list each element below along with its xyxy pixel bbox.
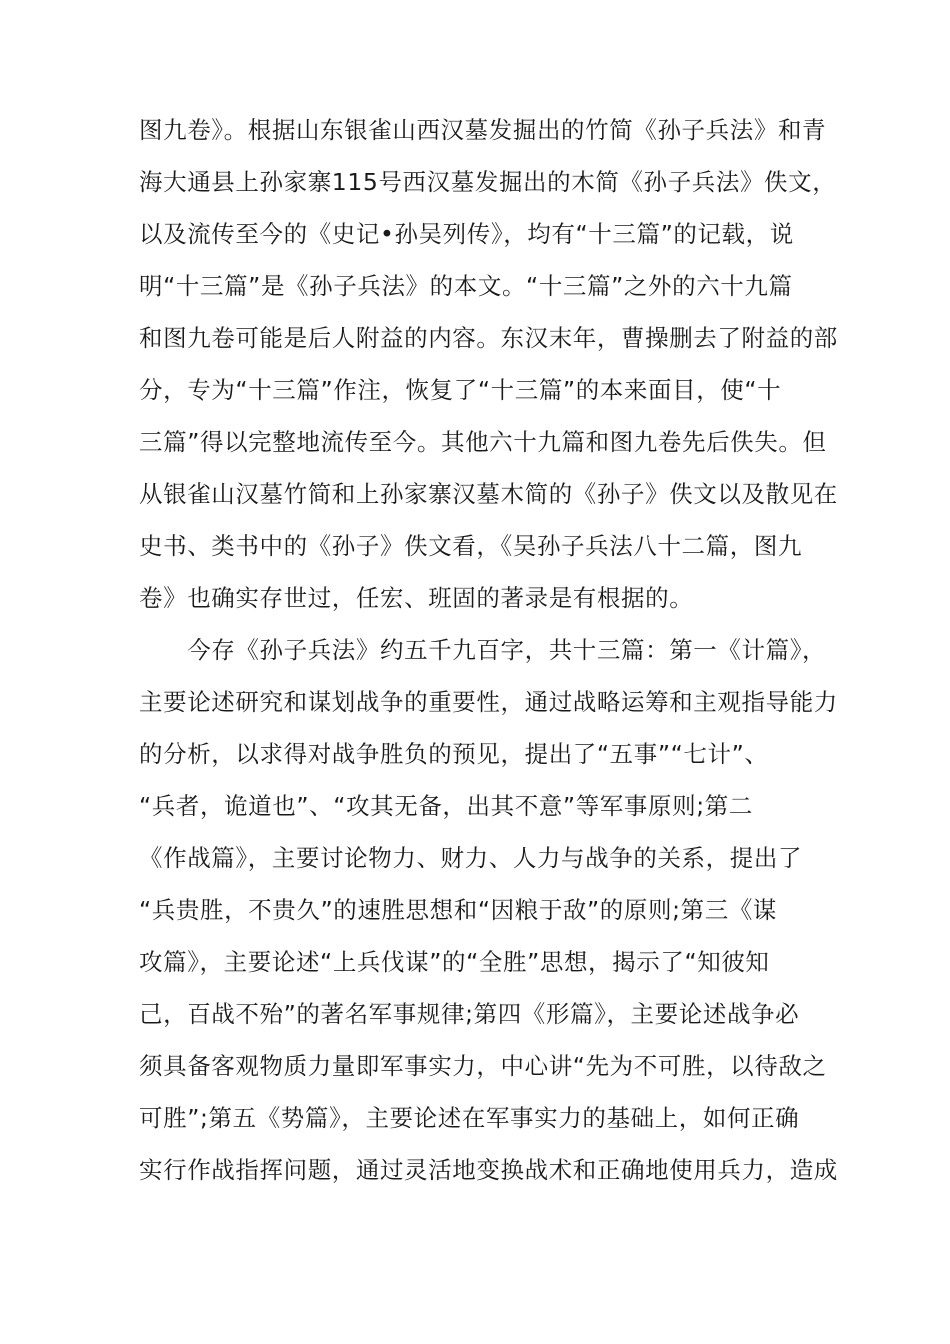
text-line: 明“十三篇”是《孙子兵法》的本文。“十三篇”之外的六十九篇: [139, 272, 793, 300]
text-line: 和图九卷可能是后人附益的内容。东汉末年，曹操删去了附益的部: [139, 324, 838, 352]
text-line: 史书、类书中的《孙子》佚文看，《吴孙子兵法八十二篇，图九: [139, 532, 803, 560]
text-line: 的分析，以求得对战争胜负的预见，提出了“五事”“七计”、: [139, 740, 769, 768]
text-line: 图九卷》。根据山东银雀山西汉墓发掘出的竹简《孙子兵法》和青: [139, 116, 827, 144]
text-line: 从银雀山汉墓竹简和上孙家寨汉墓木简的《孙子》佚文以及散见在: [139, 480, 838, 508]
text-line: 海大通县上孙家寨115号西汉墓发掘出的木简《孙子兵法》佚文，: [139, 168, 837, 196]
text-line: 须具备客观物质力量即军事实力，中心讲“先为不可胜，以待敌之: [139, 1052, 827, 1080]
body-text: [139, 104, 838, 1196]
text-line: 实行作战指挥问题，通过灵活地变换战术和正确地使用兵力，造成: [139, 1156, 838, 1184]
text-line: 可胜”;第五《势篇》，主要论述在军事实力的基础上，如何正确: [139, 1104, 800, 1132]
text-line: 今存《孙子兵法》约五千九百字，共十三篇：第一《计篇》，: [139, 636, 827, 664]
text-line: 主要论述研究和谋划战争的重要性，通过战略运筹和主观指导能力: [139, 688, 838, 716]
text-line: 分，专为“十三篇”作注，恢复了“十三篇”的本来面目，使“十: [139, 376, 782, 404]
text-line: 三篇”得以完整地流传至今。其他六十九篇和图九卷先后佚失。但: [139, 428, 827, 456]
text-line: 己，百战不殆”的著名军事规律;第四《形篇》，主要论述战争必: [139, 1000, 800, 1028]
text-line: 攻篇》，主要论述“上兵伐谋”的“全胜”思想，揭示了“知彼知: [139, 948, 770, 976]
text-line: 《作战篇》，主要讨论物力、财力、人力与战争的关系，提出了: [139, 844, 803, 872]
text-line: “兵者，诡道也”、“攻其无备，出其不意”等军事原则;第二: [139, 792, 753, 820]
text-line: 以及流传至今的《史记•孙吴列传》，均有“十三篇”的记载，说: [139, 220, 794, 248]
text-line: 卷》也确实存世过，任宏、班固的著录是有根据的。: [139, 584, 694, 612]
text-line: “兵贵胜，不贵久”的速胜思想和“因粮于敌”的原则;第三《谋: [139, 896, 778, 924]
